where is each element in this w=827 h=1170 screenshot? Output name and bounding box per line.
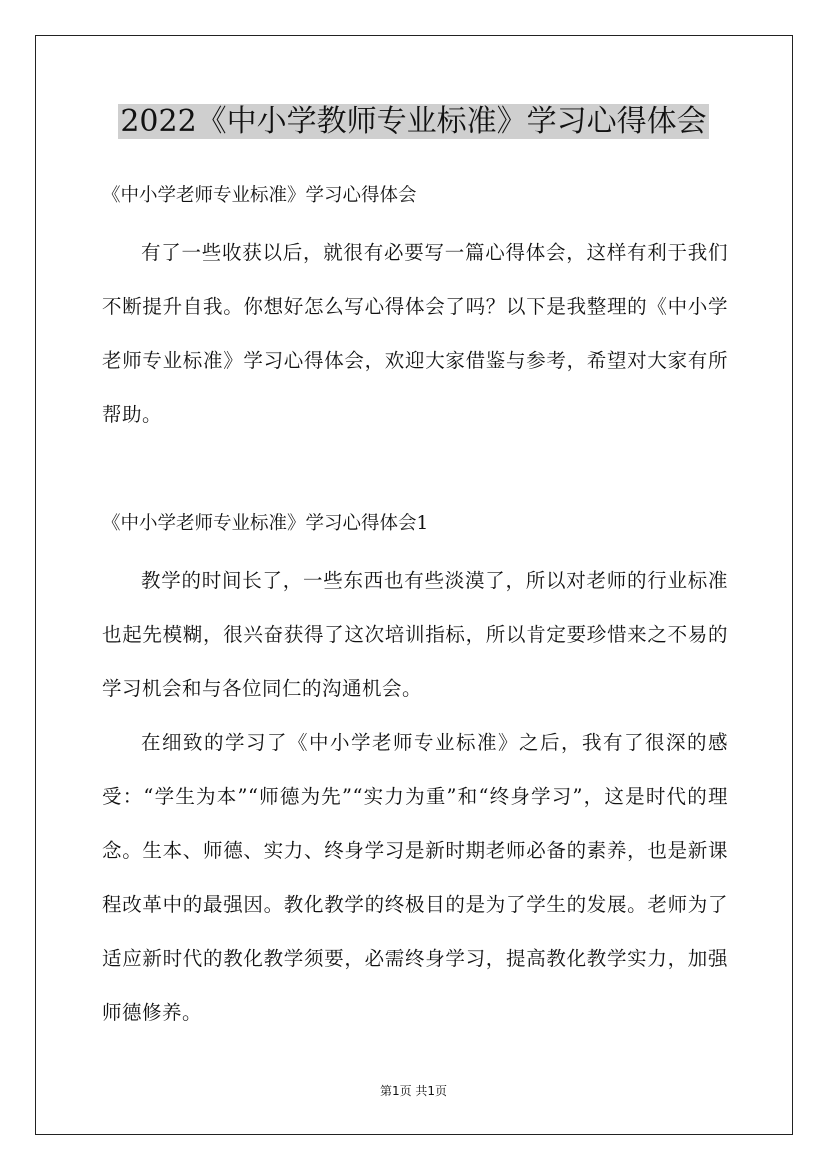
intro-paragraph: 有了一些收获以后，就很有必要写一篇心得体会，这样有利于我们不断提升自我。你想好怎么写心得体会了吗？以下是我整理的《中小学老师专业标准》学习心得体会，欢迎大家借鉴与参考，希望对大家有所帮助。	[102, 241, 728, 426]
document-title	[0, 100, 827, 144]
intro-heading: 《中小学老师专业标准》学习心得体会	[102, 185, 417, 206]
document-body	[102, 170, 728, 1040]
page-footer: 第1页 共1页	[379, 1084, 448, 1098]
section1-heading: 《中小学老师专业标准》学习心得体会1	[102, 513, 429, 534]
document-title-text: 2022《中小学教师专业标准》学习心得体会	[120, 104, 707, 139]
section1-paragraph-1: 教学的时间长了，一些东西也有些淡漠了，所以对老师的行业标准也起先模糊，很兴奋获得了这次培训指标，所以肯定要珍惜来之不易的学习机会和与各位同仁的沟通机会。	[102, 569, 728, 700]
section1-paragraph-2: 在细致的学习了《中小学老师专业标准》之后，我有了很深的感受：“学生为本”“师德为先”“实力为重”和“终身学习”，这是时代的理念。生本、师德、实力、终身学习是新时期老师必备的素养，也是新课程改革中的最强因。教化教学的终极目的是为了学生的发展。老师为了适应新时代的教化教学须要，必需终身学习，提高教化教学实力，加强师德修养。	[102, 731, 728, 1024]
